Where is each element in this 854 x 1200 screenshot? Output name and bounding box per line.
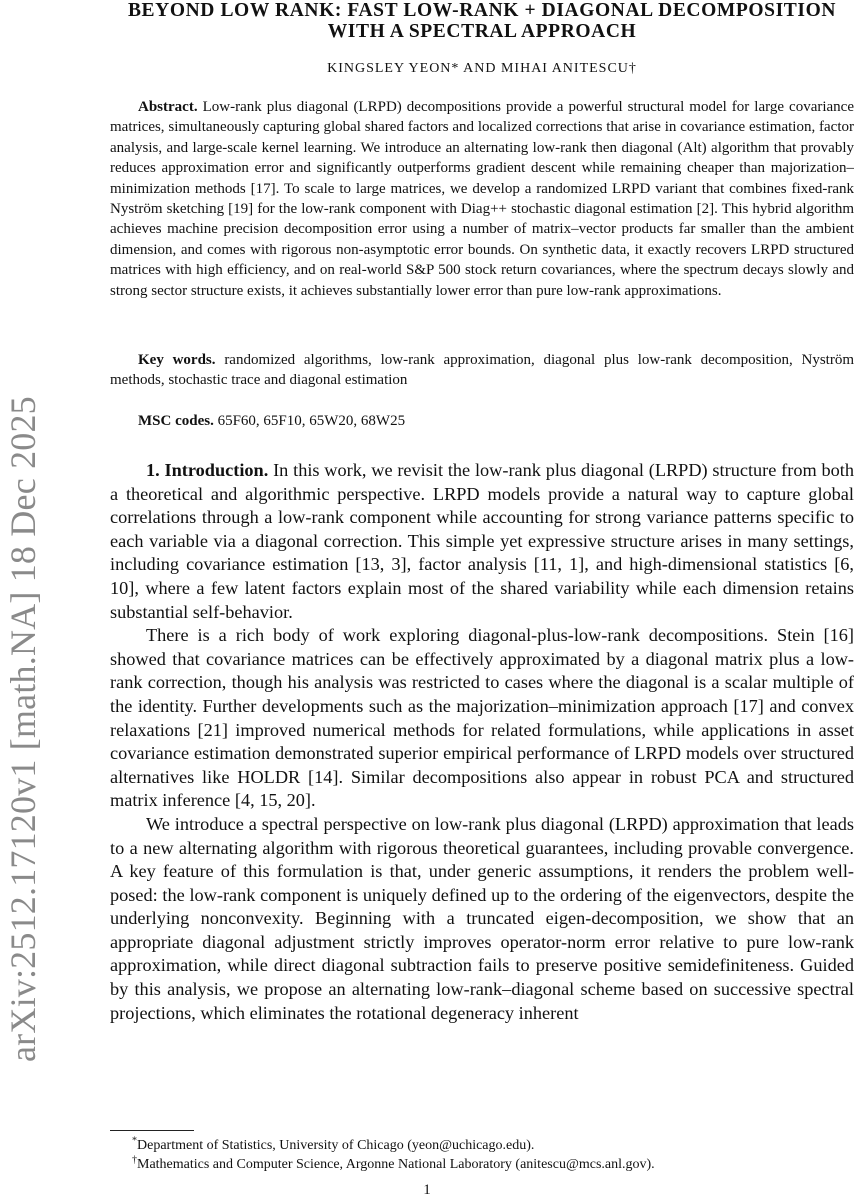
msc-label: MSC codes.	[138, 413, 214, 429]
intro-paragraph-1-text: In this work, we revisit the low-rank plus diagonal (LRPD) structure from both a theoretical and algorithmic perspective. LRPD models provide a natural way to capture global correlations through a low-rank component while accounting for strong variance patterns specific to each variable via a diagonal correction. This simple yet expressive structure arises in many settings, including covariance estimation [13, 3], factor analysis [11, 1], and high-dimensional statistics [6, 10], where a few latent factors explain most of the shared variability while each dimension retains substantial self-behavior.	[110, 460, 854, 622]
intro-paragraph-3: We introduce a spectral perspective on low-rank plus diagonal (LRPD) approximation that leads to a new alternating algorithm with rigorous theoretical guarantees, including provable convergence. A key feature of this formulation is that, under generic assumptions, it renders the problem well-posed: the low-rank component is uniquely defined up to the ordering of the eigenvectors, despite the underlying nonconvexity. Beginning with a truncated eigen-decomposition, we show that an appropriate diagonal adjustment strictly improves operator-norm error relative to pure low-rank approximation, while direct diagonal subtraction fails to preserve positive semidefiniteness. Guided by this analysis, we propose an alternating low-rank–diagonal scheme based on successive spectral projections, which eliminates the rotational degeneracy inherent	[110, 813, 854, 1023]
intro-paragraph-1	[110, 459, 854, 624]
introduction-section	[110, 459, 854, 1025]
footnote-2-text: Mathematics and Computer Science, Argonne National Laboratory (anitescu@mcs.anl.gov).	[137, 1157, 655, 1172]
footnote-1-text: Department of Statistics, University of Chicago (yeon@uchicago.edu).	[137, 1138, 535, 1153]
paper-title: BEYOND LOW RANK: FAST LOW-RANK + DIAGONAL DECOMPOSITION WITH A SPECTRAL APPROACH	[127, 0, 837, 42]
abstract	[110, 97, 854, 301]
arxiv-stamp: arXiv:2512.17120v1 [math.NA] 18 Dec 2025	[3, 396, 43, 1062]
footnote-2	[110, 1156, 854, 1174]
keywords-label: Key words.	[138, 352, 216, 368]
intro-paragraph-2: There is a rich body of work exploring diagonal-plus-low-rank decompositions. Stein [16] showed that covariance matrices can be effectively approximated by a diagonal matrix plus a low-rank correction, though his analysis was restricted to cases where the diagonal is a scalar multiple of the identity. Further developments such as the majorization–minimization approach [17] and convex relaxations [21] improved numerical methods for related formulations, while applications in asset covariance estimation demonstrated superior empirical performance of LRPD models over structured alternatives like HOLDR [14]. Similar decompositions also appear in robust PCA and structured matrix inference [4, 15, 20].	[110, 625, 854, 811]
msc-codes	[110, 411, 854, 431]
keywords-text: randomized algorithms, low-rank approximation, diagonal plus low-rank decomposition, Nyström methods, stochastic trace and diagonal estimation	[110, 352, 854, 389]
keywords	[110, 350, 854, 391]
page-number: 1	[423, 1182, 431, 1198]
footnote-2-mark: †	[132, 1154, 137, 1166]
paper-authors: KINGSLEY YEON* AND MIHAI ANITESCU†	[327, 61, 637, 76]
footnote-rule	[110, 1130, 194, 1131]
footnote-1	[110, 1137, 854, 1155]
abstract-label: Abstract.	[138, 99, 198, 115]
footnote-1-mark: *	[132, 1135, 137, 1147]
section-heading: 1. Introduction.	[146, 460, 269, 480]
abstract-text: Low-rank plus diagonal (LRPD) decompositions provide a powerful structural model for large covariance matrices, simultaneously capturing global shared factors and localized corrections that arise in covariance estimation, factor analysis, and large-scale kernel learning. We introduce an alternating low-rank then diagonal (Alt) algorithm that provably reduces approximation error and significantly outperforms gradient descent while remaining cheaper than majorization–minimization methods [17]. To scale to large matrices, we develop a randomized LRPD variant that combines fixed-rank Nyström sketching [19] for the low-rank component with Diag++ stochastic diagonal estimation [2]. This hybrid algorithm achieves machine precision decomposition error using a number of matrix–vector products far smaller than the ambient dimension, and comes with rigorous non-asymptotic error bounds. On synthetic data, it exactly recovers LRPD structured matrices with high efficiency, and on real-world S&P 500 stock return covariances, where the spectrum decays slowly and strong sector structure exists, it achieves substantially lower error than pure low-rank approximations.	[110, 99, 854, 299]
msc-text: 65F60, 65F10, 65W20, 68W25	[217, 413, 406, 429]
